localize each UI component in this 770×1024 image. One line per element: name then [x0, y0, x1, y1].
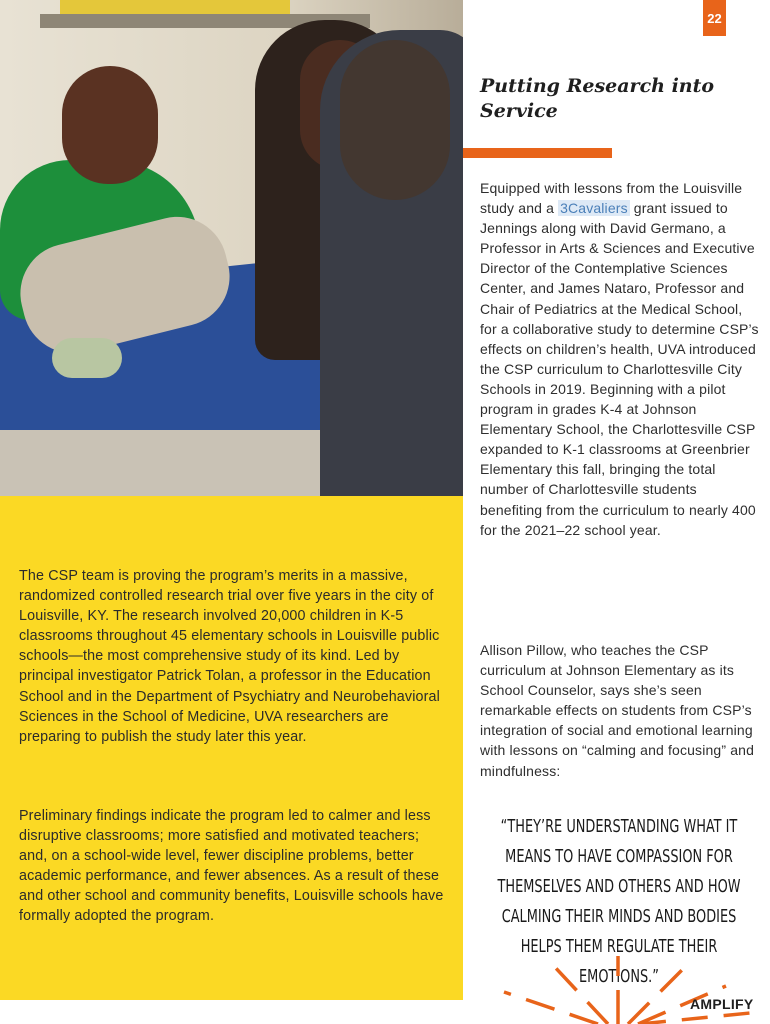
- photo-adult-head: [340, 40, 450, 200]
- right-paragraph-1-end: grant issued to Jennings along with David Germano, a Professor in Arts & Sciences and Executive Director of the Contemplative Sciences Center, and James Nataro, Professor and Chair of Pediatrics at the Medical School, for a collaborative study to determine CSP’s effects on children’s health, UVA introduced the CSP curriculum to Charlottesville City Schools in 2019. Beginning with a pilot program in grades K-4 at Johnson Elementary School, the Charlottesville CSP expanded to K-1 classrooms at Greenbrier Elementary this fall, bringing the total number of Charlottesville students benefiting from the curriculum to nearly 400 for the 2021–22 school year.: [480, 200, 759, 538]
- pull-quote: “THEY’RE UNDERSTANDING WHAT IT MEANS TO HAVE COMPASSION FOR THEMSELVES AND OTHERS AND HOW CALMING THEIR MINDS AND BODIES HELPS THEM REGULATE THEIR EMOTIONS.”: [497, 817, 741, 987]
- brand-wordmark: AMPLIFY: [690, 996, 754, 1012]
- title-underline-rule: [463, 148, 612, 158]
- 3cavaliers-link[interactable]: 3Cavaliers: [560, 200, 628, 217]
- photo-child-face: [62, 66, 158, 184]
- right-paragraph-2: Allison Pillow, who teaches the CSP curriculum at Johnson Elementary as its School Counselor, says she’s seen remarkable effects on students from CSP’s integration of social and emotional learning with lessons on “calming and focusing” and mindfulness:: [480, 642, 755, 779]
- burst-ray-left-2: [552, 964, 608, 1024]
- left-paragraph-1: The CSP team is proving the program’s merits in a massive, randomized controlled research trial over five years in the city of Louisville, KY. The research involved 20,000 children in K-5 classrooms throughout 45 elementary schools in Louisville public schools—the most comprehensive study of its kind. Led by principal investigator Patrick Tolan, a professor in the Education School and in the Department of Psychiatry and Neurobehavioral Sciences in the School of Medicine, UVA researchers are preparing to publish the study later this year.: [19, 568, 440, 745]
- burst-ray-left-1: [504, 992, 598, 1024]
- photo-bulletin-board: [60, 0, 290, 14]
- photo-child-shoe: [52, 338, 122, 378]
- feature-photo: [0, 0, 463, 496]
- page-number: 22: [703, 0, 726, 36]
- left-paragraph-2: Preliminary findings indicate the program led to calmer and less disruptive classrooms; more satisfied and motivated teachers; and, on a school-wide level, fewer discipline problems, better academic performance, and fewer absences. As a result of these and other school and community benefits, Louisville schools have formally adopted the program.: [19, 808, 444, 925]
- right-paragraph-1: [480, 178, 763, 540]
- right-paragraph-1-start: Equipped with lessons from the Louisville study and a: [480, 180, 743, 217]
- section-title: Putting Research into Service: [480, 75, 715, 122]
